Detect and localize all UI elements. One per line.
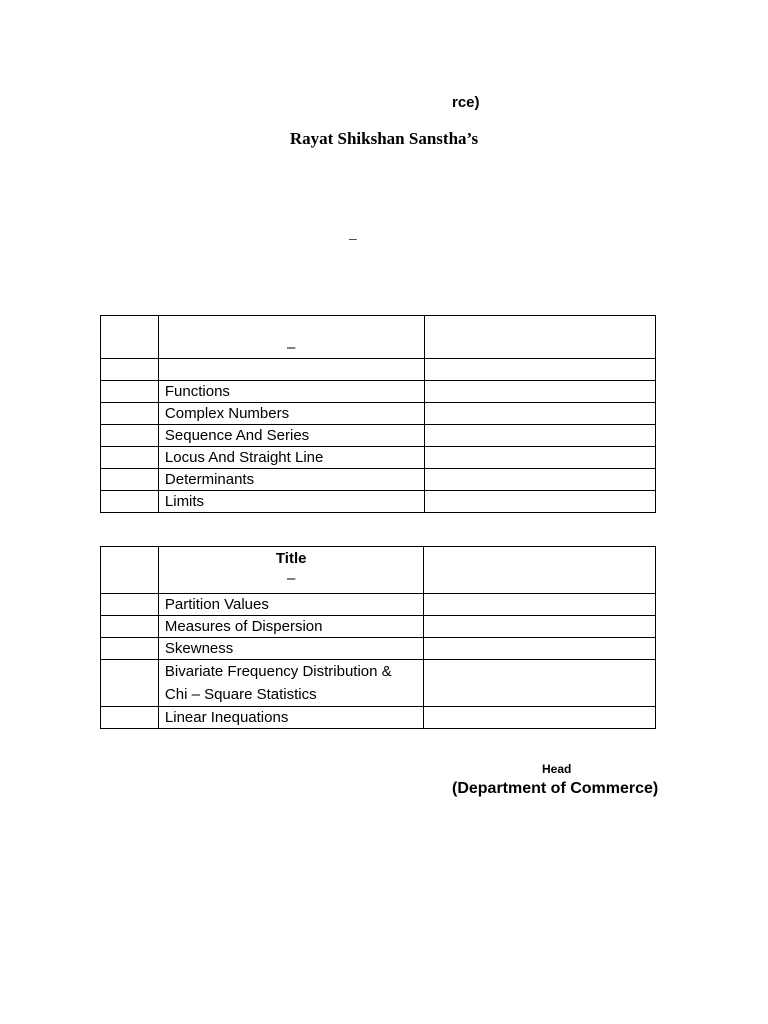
table-row [101,381,656,403]
topic-cell [158,359,424,381]
table-header-row [101,547,656,594]
topic-cell: Limits [158,491,424,513]
table-row [101,403,656,425]
table-header-cell [158,547,424,594]
topic-cell: Locus And Straight Line [158,447,424,469]
table-cell [424,638,656,660]
table-cell [424,707,656,729]
table-cell [101,594,159,616]
table-cell [101,660,159,707]
topic-cell: Bivariate Frequency Distribution & Chi – Square Statistics [158,660,424,707]
table-cell [101,403,159,425]
topic-cell: Complex Numbers [158,403,424,425]
topic-cell: Determinants [158,469,424,491]
topic-cell: Linear Inequations [158,707,424,729]
table-cell [424,316,656,359]
table-cell [101,547,159,594]
topic-cell: Skewness [158,638,424,660]
topic-cell: Partition Values [158,594,424,616]
table-cell [101,469,159,491]
table-cell [424,491,656,513]
institution-name: Rayat Shikshan Sanstha’s [289,129,479,148]
table-cell [101,316,159,359]
table-cell [424,469,656,491]
table-cell [101,447,159,469]
topic-cell: Sequence And Series [158,425,424,447]
table-cell [424,547,656,594]
table-row [101,707,656,729]
table-cell [101,616,159,638]
header-fragment: rce) [452,94,480,111]
table-row [101,660,656,707]
table-row [101,359,656,381]
title-label: Title [275,550,307,567]
table-row [101,638,656,660]
table-cell [424,381,656,403]
department-label: (Department of Commerce) [452,780,659,797]
red-dash-mark: – [349,230,357,246]
table-row [101,469,656,491]
syllabus-table-1 [100,315,656,513]
table-row [101,447,656,469]
table-header-row [101,316,656,359]
table-cell [424,447,656,469]
table-cell [424,425,656,447]
table-row [101,616,656,638]
table-cell [101,359,159,381]
table-cell [101,491,159,513]
topic-cell: Measures of Dispersion [158,616,424,638]
table-cell [424,616,656,638]
table-cell [424,594,656,616]
table-cell [424,660,656,707]
table-row [101,491,656,513]
title-dash: – [287,570,296,587]
table-cell [101,381,159,403]
table-cell [101,425,159,447]
topic-cell: Functions [158,381,424,403]
table-row [101,425,656,447]
table-cell [424,403,656,425]
table-row [101,594,656,616]
syllabus-table-2 [100,546,656,729]
table-header-cell: – [158,316,424,359]
table-cell [101,638,159,660]
table-cell [101,707,159,729]
head-label: Head [542,762,572,776]
table-cell [424,359,656,381]
